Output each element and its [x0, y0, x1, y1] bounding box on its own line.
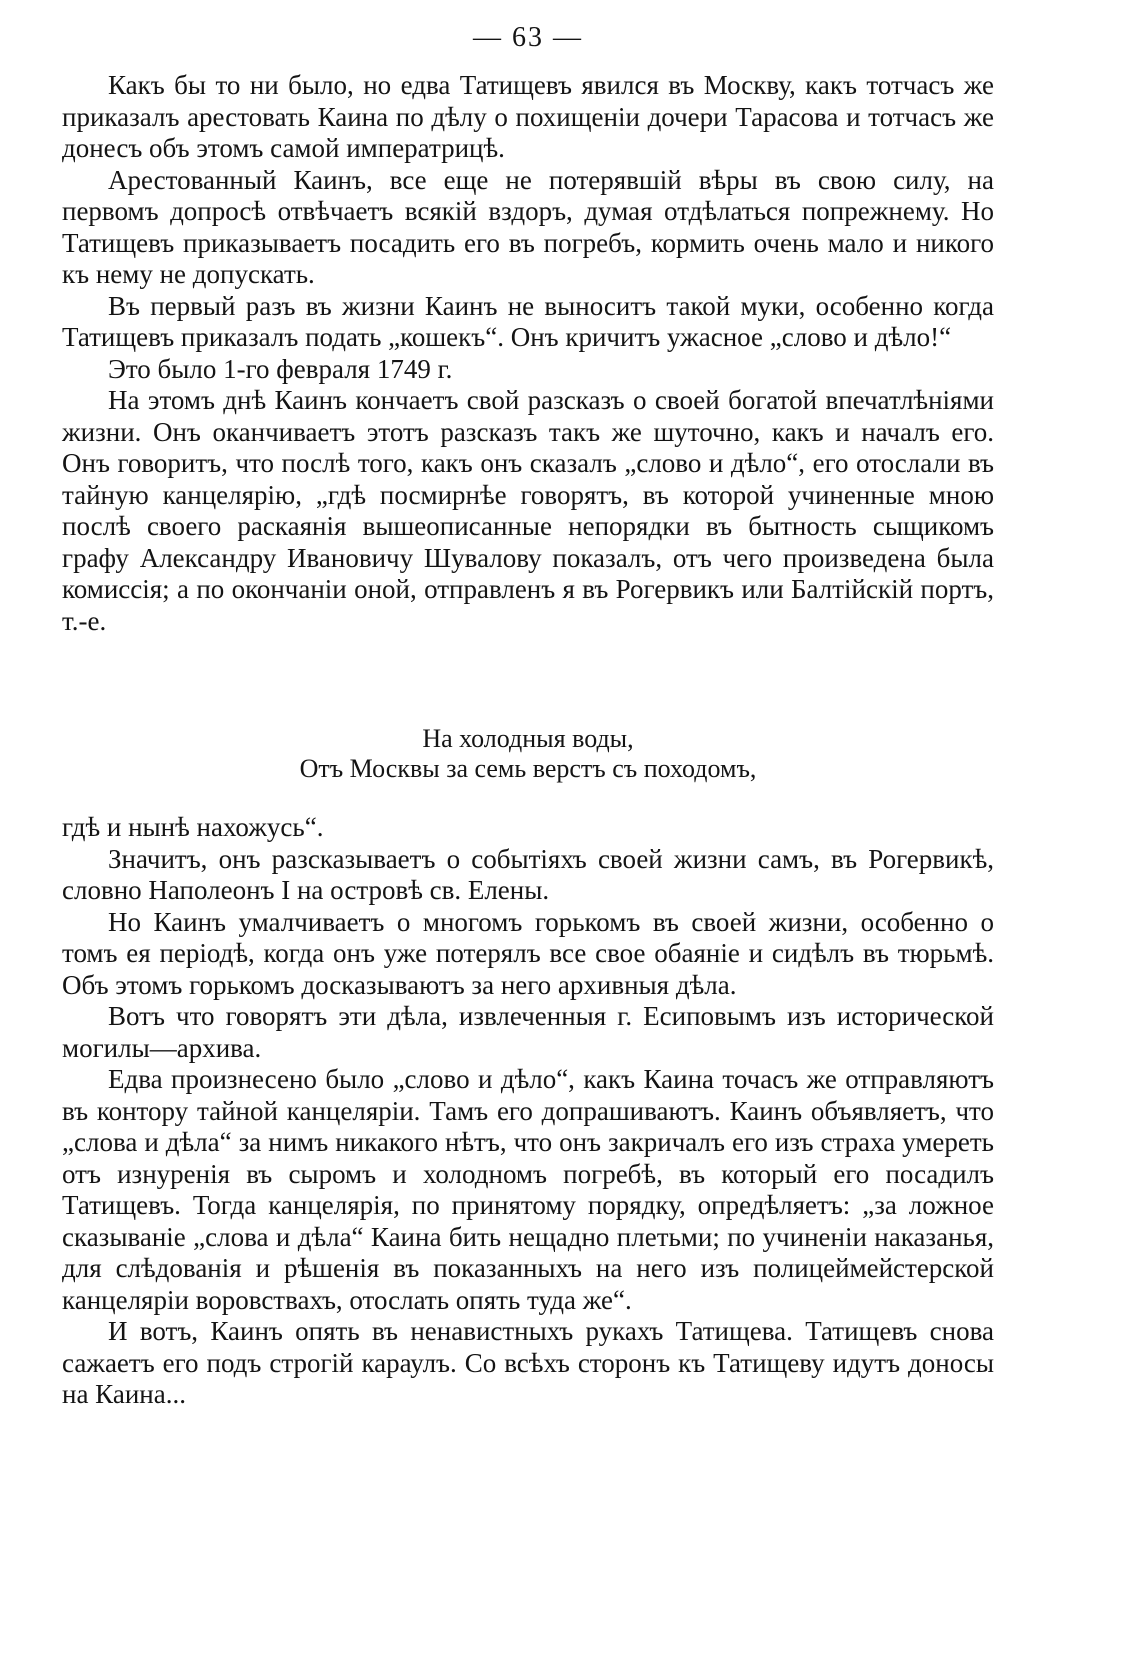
paragraph: На этомъ днѣ Каинъ кончаетъ свой разсказъ о своей богатой впечатлѣніями жизни. Онъ оканчиваетъ этотъ разсказъ такъ же шуточно, какъ и началъ его. Онъ говоритъ, что послѣ того, какъ онъ сказалъ „слово и дѣло“, его отослали въ тайную канцелярію, „гдѣ посмирнѣе говорятъ, въ которой учиненные мною послѣ своего раскаянія вышеописанные непорядки въ бытность сыщикомъ графу Александру Ивановичу Шувалову показалъ, отъ чего произведена была комиссія; а по окончаніи оной, отправленъ я въ Рогервикъ или Балтійскій портъ, т.-е.	[62, 385, 994, 636]
paragraph: гдѣ и нынѣ нахожусь“.	[62, 812, 324, 842]
paragraph: Арестованный Каинъ, все еще не потерявшій вѣры въ свою силу, на первомъ допросѣ отвѣчаетъ всякій вздоръ, думая отдѣлаться попрежнему. Но Татищевъ приказываетъ посадить его въ погребъ, кормить очень мало и никого къ нему не допускать.	[62, 164, 994, 289]
paragraph: Но Каинъ умалчиваетъ о многомъ горькомъ въ своей жизни, особенно о томъ ея періодѣ, когда онъ уже потерялъ все свое обаяніе и сидѣлъ въ тюрьмѣ. Объ этомъ горькомъ досказываютъ за него архивныя дѣла.	[62, 906, 994, 1000]
page-number: — 63 —	[473, 22, 583, 53]
verse-line: Отъ Москвы за семь верстъ съ походомъ,	[299, 754, 757, 783]
paragraph: Какъ бы то ни было, но едва Татищевъ явился въ Москву, какъ тотчасъ же приказалъ арестовать Каина по дѣлу о похищеніи дочери Тарасова и тотчасъ же донесъ объ этомъ самой императрицѣ.	[62, 70, 994, 163]
paragraph: И вотъ, Каинъ опять въ ненавистныхъ рукахъ Татищева. Татищевъ снова сажаетъ его подъ строгій караулъ. Со всѣхъ сторонъ къ Татищеву идутъ доносы на Каина...	[62, 1316, 994, 1409]
paragraph: Въ первый разъ въ жизни Каинъ не выноситъ такой муки, особенно когда Татищевъ приказалъ подать „кошекъ“. Онъ кричитъ ужасное „слово и дѣло!“	[62, 290, 994, 352]
paragraph: Вотъ что говорятъ эти дѣла, извлеченныя г. Есиповымъ изъ исторической могилы—архива.	[62, 1001, 994, 1063]
paragraph: Едва произнесено было „слово и дѣло“, какъ Каина точасъ же отправляютъ въ контору тайной канцеляріи. Тамъ его допрашиваютъ. Каинъ объявляетъ, что „слова и дѣла“ за нимъ никакого нѣтъ, что онъ закричалъ его изъ страха умереть отъ изнуренія въ сыромъ и холодномъ погребѣ, въ который его посадилъ Татищевъ. Тогда канцелярія, по принятому порядку, опредѣляетъ: „за ложное сказываніе „слова и дѣла“ Каина бить нещадно плетьми; по учиненіи наказанья, для слѣдованія и рѣшенія въ показанныхъ на него изъ полицеймейстерской канцеляріи воровствахъ, отослать опять туда же“.	[62, 1064, 994, 1315]
paragraph: Это было 1-го февраля 1749 г.	[108, 353, 453, 384]
verse-line: На холодныя воды,	[422, 724, 634, 753]
text-block-upper	[62, 70, 994, 637]
verse-quote	[62, 724, 994, 784]
paragraph: Значитъ, онъ разсказываетъ о событіяхъ своей жизни самъ, въ Рогервикѣ, словно Наполеонъ I на островѣ св. Елены.	[62, 843, 994, 905]
text-block-lower	[62, 812, 994, 1411]
